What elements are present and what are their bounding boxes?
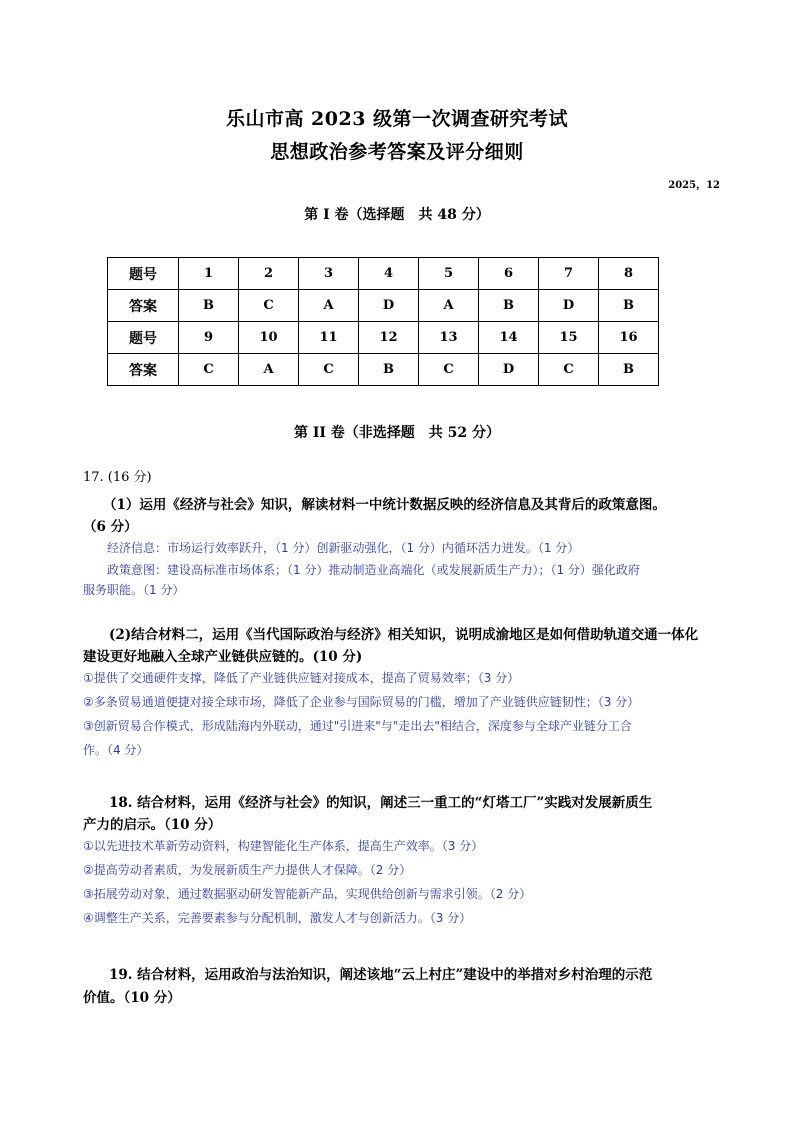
question-number: 2 bbox=[239, 258, 299, 290]
question-number: 13 bbox=[419, 322, 479, 354]
q18-answer: ①以先进技术革新劳动资料，构建智能化生产体系，提高生产效率。（3 分） bbox=[83, 839, 484, 853]
q18-answer: ②提高劳动者素质，为发展新质生产力提供人才保障。（2 分） bbox=[83, 863, 412, 877]
q17-sub2-answer: 作。（4 分） bbox=[83, 743, 149, 757]
part2-heading: 第 II 卷（非选择题 共 52 分） bbox=[293, 425, 501, 441]
row-label-number: 题号 bbox=[108, 322, 179, 354]
table-row bbox=[108, 290, 659, 322]
q18-answer: ④调整生产关系，完善要素参与分配机制，激发人才与创新活力。（3 分） bbox=[83, 911, 472, 925]
question-number: 4 bbox=[359, 258, 419, 290]
answer-cell: D bbox=[359, 290, 419, 322]
question-number: 12 bbox=[359, 322, 419, 354]
answer-cell: C bbox=[539, 354, 599, 386]
answer-cell: B bbox=[359, 354, 419, 386]
title-line-1: 乐山市高 2023 级第一次调查研究考试 bbox=[225, 108, 569, 130]
q17-sub2-prompt-cont: 建设更好地融入全球产业链供应链的。(10 分) bbox=[83, 649, 363, 665]
row-label-number: 题号 bbox=[108, 258, 179, 290]
q18-prompt: 18. 结合材料，运用《经济与社会》的知识，阐述三一重工的“灯塔工厂”实践对发展新质生 bbox=[109, 795, 653, 811]
part1-heading: 第 I 卷（选择题 共 48 分） bbox=[304, 207, 490, 223]
row-label-answer: 答案 bbox=[108, 354, 179, 386]
q18-prompt-cont: 产力的启示。（10 分） bbox=[83, 817, 222, 833]
answer-cell: C bbox=[419, 354, 479, 386]
q17-sub2-answer: ②多条贸易通道便捷对接全球市场，降低了企业参与国际贸易的门槛，增加了产业链供应链韧性；（3 分） bbox=[83, 695, 640, 709]
table-row bbox=[108, 354, 659, 386]
question-number: 9 bbox=[179, 322, 239, 354]
q17-sub2-prompt: (2)结合材料二，运用《当代国际政治与经济》相关知识，说明成渝地区是如何借助轨道交通一体化 bbox=[109, 627, 699, 643]
q17-sub2-answer: ①提供了交通硬件支撑，降低了产业链供应链对接成本，提高了贸易效率；（3 分） bbox=[83, 671, 520, 685]
question-number: 10 bbox=[239, 322, 299, 354]
question-number: 11 bbox=[299, 322, 359, 354]
table-row bbox=[108, 322, 659, 354]
answer-table bbox=[107, 257, 659, 386]
question-number: 7 bbox=[539, 258, 599, 290]
answer-cell: A bbox=[299, 290, 359, 322]
q17-sub1-answer: 政策意图：建设高标准市场体系；（1 分）推动制造业高端化（或发展新质生产力）；（1 分）强化政府 bbox=[107, 563, 640, 577]
q19-prompt-cont: 价值。（10 分） bbox=[83, 990, 181, 1006]
question-number: 1 bbox=[179, 258, 239, 290]
q19-prompt: 19. 结合材料，运用政治与法治知识，阐述该地“云上村庄”建设中的举措对乡村治理的示范 bbox=[109, 967, 653, 983]
answer-cell: B bbox=[479, 290, 539, 322]
question-number: 3 bbox=[299, 258, 359, 290]
question-number: 5 bbox=[419, 258, 479, 290]
answer-cell: C bbox=[299, 354, 359, 386]
question-number: 15 bbox=[539, 322, 599, 354]
title-line-2: 思想政治参考答案及评分细则 bbox=[270, 141, 524, 163]
answer-cell: D bbox=[479, 354, 539, 386]
q17-sub1-answer: 经济信息：市场运行效率跃升，（1 分）创新驱动强化，（1 分）内循环活力迸发。（1 分） bbox=[107, 541, 580, 555]
q17-sub2-answer: ③创新贸易合作模式，形成陆海内外联动，通过"引进来"与"走出去"相结合，深度参与全球产业链分工合 bbox=[83, 719, 632, 733]
answer-cell: A bbox=[239, 354, 299, 386]
q17-sub1-prompt: （1）运用《经济与社会》知识，解读材料一中统计数据反映的经济信息及其背后的政策意图。 bbox=[103, 497, 666, 513]
answer-cell: D bbox=[539, 290, 599, 322]
question-number: 14 bbox=[479, 322, 539, 354]
question-number: 6 bbox=[479, 258, 539, 290]
answer-cell: C bbox=[239, 290, 299, 322]
answer-cell: C bbox=[179, 354, 239, 386]
q17-sub1-answer: 服务职能。（1 分） bbox=[83, 583, 185, 597]
question-number: 16 bbox=[599, 322, 659, 354]
answer-cell: B bbox=[599, 290, 659, 322]
answer-cell: B bbox=[599, 354, 659, 386]
answer-cell: A bbox=[419, 290, 479, 322]
q18-answer: ③拓展劳动对象，通过数据驱动研发智能新产品，实现供给创新与需求引领。（2 分） bbox=[83, 887, 532, 901]
exam-date: 2025，12 bbox=[668, 180, 720, 191]
q17-label: 17. (16 分) bbox=[83, 470, 152, 485]
row-label-answer: 答案 bbox=[108, 290, 179, 322]
table-row bbox=[108, 258, 659, 290]
question-number: 8 bbox=[599, 258, 659, 290]
answer-cell: B bbox=[179, 290, 239, 322]
q17-sub1-prompt-cont: （6 分） bbox=[83, 519, 138, 535]
